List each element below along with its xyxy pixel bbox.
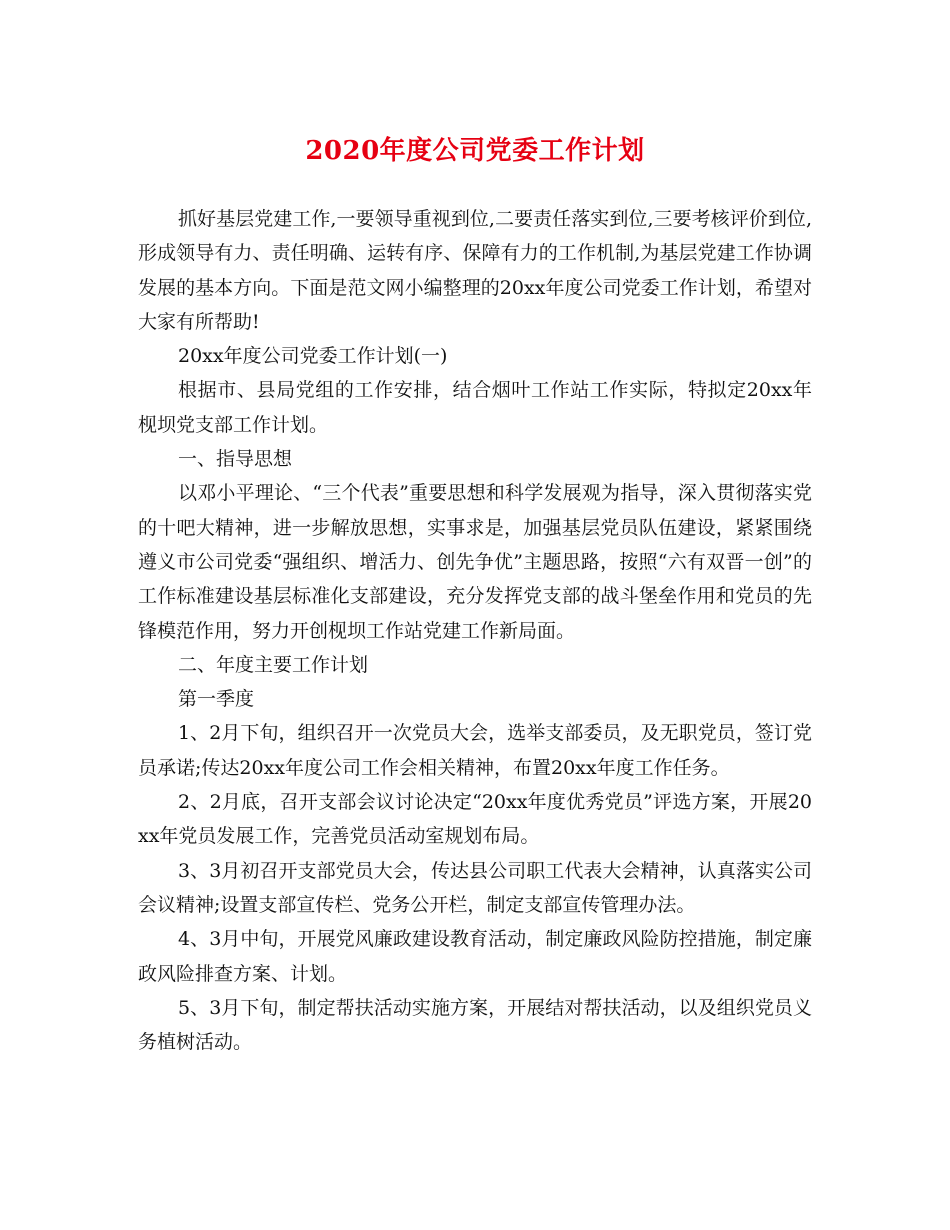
document-title: 2020年度公司党委工作计划 [305, 136, 645, 166]
context-paragraph: 根据市、县局党组的工作安排，结合烟叶工作站工作实际，特拟定20xx年枧坝党支部工作计划。 [138, 379, 812, 436]
plan-item-1: 1、2月下旬，组织召开一次党员大会，选举支部委员，及无职党员，签订党员承诺;传达20xx年度公司工作会相关精神，布置20xx年度工作任务。 [138, 722, 812, 779]
heading-guiding-ideology: 一、指导思想 [178, 448, 293, 471]
document-body [138, 202, 812, 1059]
intro-paragraph: 抓好基层党建工作,一要领导重视到位,二要责任落实到位,三要考核评价到位,形成领导有力、责任明确、运转有序、保障有力的工作机制,为基层党建工作协调发展的基本方向。下面是范文网小编整理的20xx年度公司党委工作计划，希望对大家有所帮助! [138, 208, 812, 333]
plan-item-4: 4、3月中旬，开展党风廉政建设教育活动，制定廉政风险防控措施，制定廉政风险排查方案、计划。 [138, 928, 812, 985]
heading-first-quarter: 第一季度 [178, 688, 255, 711]
heading-annual-work-plan: 二、年度主要工作计划 [178, 653, 369, 676]
plan-item-3: 3、3月初召开支部党员大会，传达县公司职工代表大会精神，认真落实公司会议精神;设置支部宣传栏、党务公开栏，制定支部宣传管理办法。 [138, 859, 812, 916]
plan-item-2: 2、2月底，召开支部会议讨论决定“20xx年度优秀党员”评选方案，开展20xx年党员发展工作，完善党员活动室规划布局。 [138, 791, 812, 848]
guiding-ideology-paragraph: 以邓小平理论、“三个代表”重要思想和科学发展观为指导，深入贯彻落实党的十吧大精神，进一步解放思想，实事求是，加强基层党员队伍建设，紧紧围绕遵义市公司党委“强组织、增活力、创先争优”主题思路，按照“六有双晋一创”的工作标准建设基层标准化支部建设，充分发挥党支部的战斗堡垒作用和党员的先锋模范作用，努力开创枧坝工作站党建工作新局面。 [138, 482, 812, 642]
plan-item-5: 5、3月下旬，制定帮扶活动实施方案，开展结对帮扶活动，以及组织党员义务植树活动。 [138, 996, 812, 1054]
section-heading-plan-one: 20xx年度公司党委工作计划(一) [178, 345, 448, 368]
